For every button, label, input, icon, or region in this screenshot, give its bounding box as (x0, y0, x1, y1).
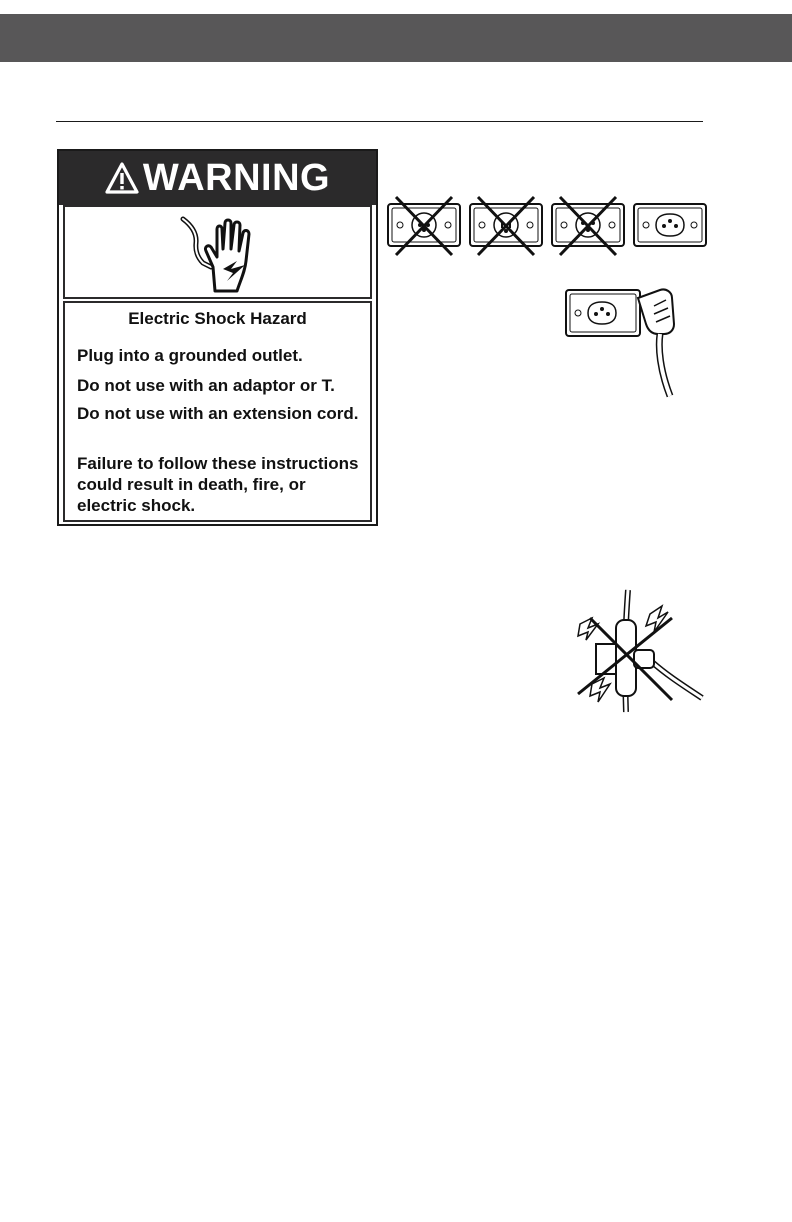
warning-box (57, 149, 378, 526)
icon-panel (63, 205, 372, 299)
section-rule (56, 121, 703, 122)
warning-line: Do not use with an adaptor or T. (77, 376, 335, 395)
electric-shock-hand-icon (65, 207, 370, 297)
crossed-outlet-icon (470, 197, 542, 255)
hazard-triangle-icon (105, 162, 139, 194)
plugged-outlet-icon (562, 284, 708, 400)
warning-line: Failure to follow these instructions could result in death, fire, or electric shock. (77, 454, 359, 515)
warning-line: Do not use with an extension cord. (77, 404, 359, 423)
warning-text-panel (63, 301, 372, 522)
warning-title: WARNING (142, 156, 331, 199)
outlet-row-figure (386, 195, 708, 257)
warning-header (59, 151, 376, 205)
crossed-adaptor-icon (572, 588, 704, 714)
grounded-outlet-icon (634, 204, 706, 246)
crossed-outlet-icon (552, 197, 624, 255)
warning-line: Plug into a grounded outlet. (77, 346, 303, 365)
crossed-outlet-icon (388, 197, 460, 255)
hazard-subtitle: Electric Shock Hazard (128, 309, 307, 328)
header-bar (0, 14, 792, 62)
